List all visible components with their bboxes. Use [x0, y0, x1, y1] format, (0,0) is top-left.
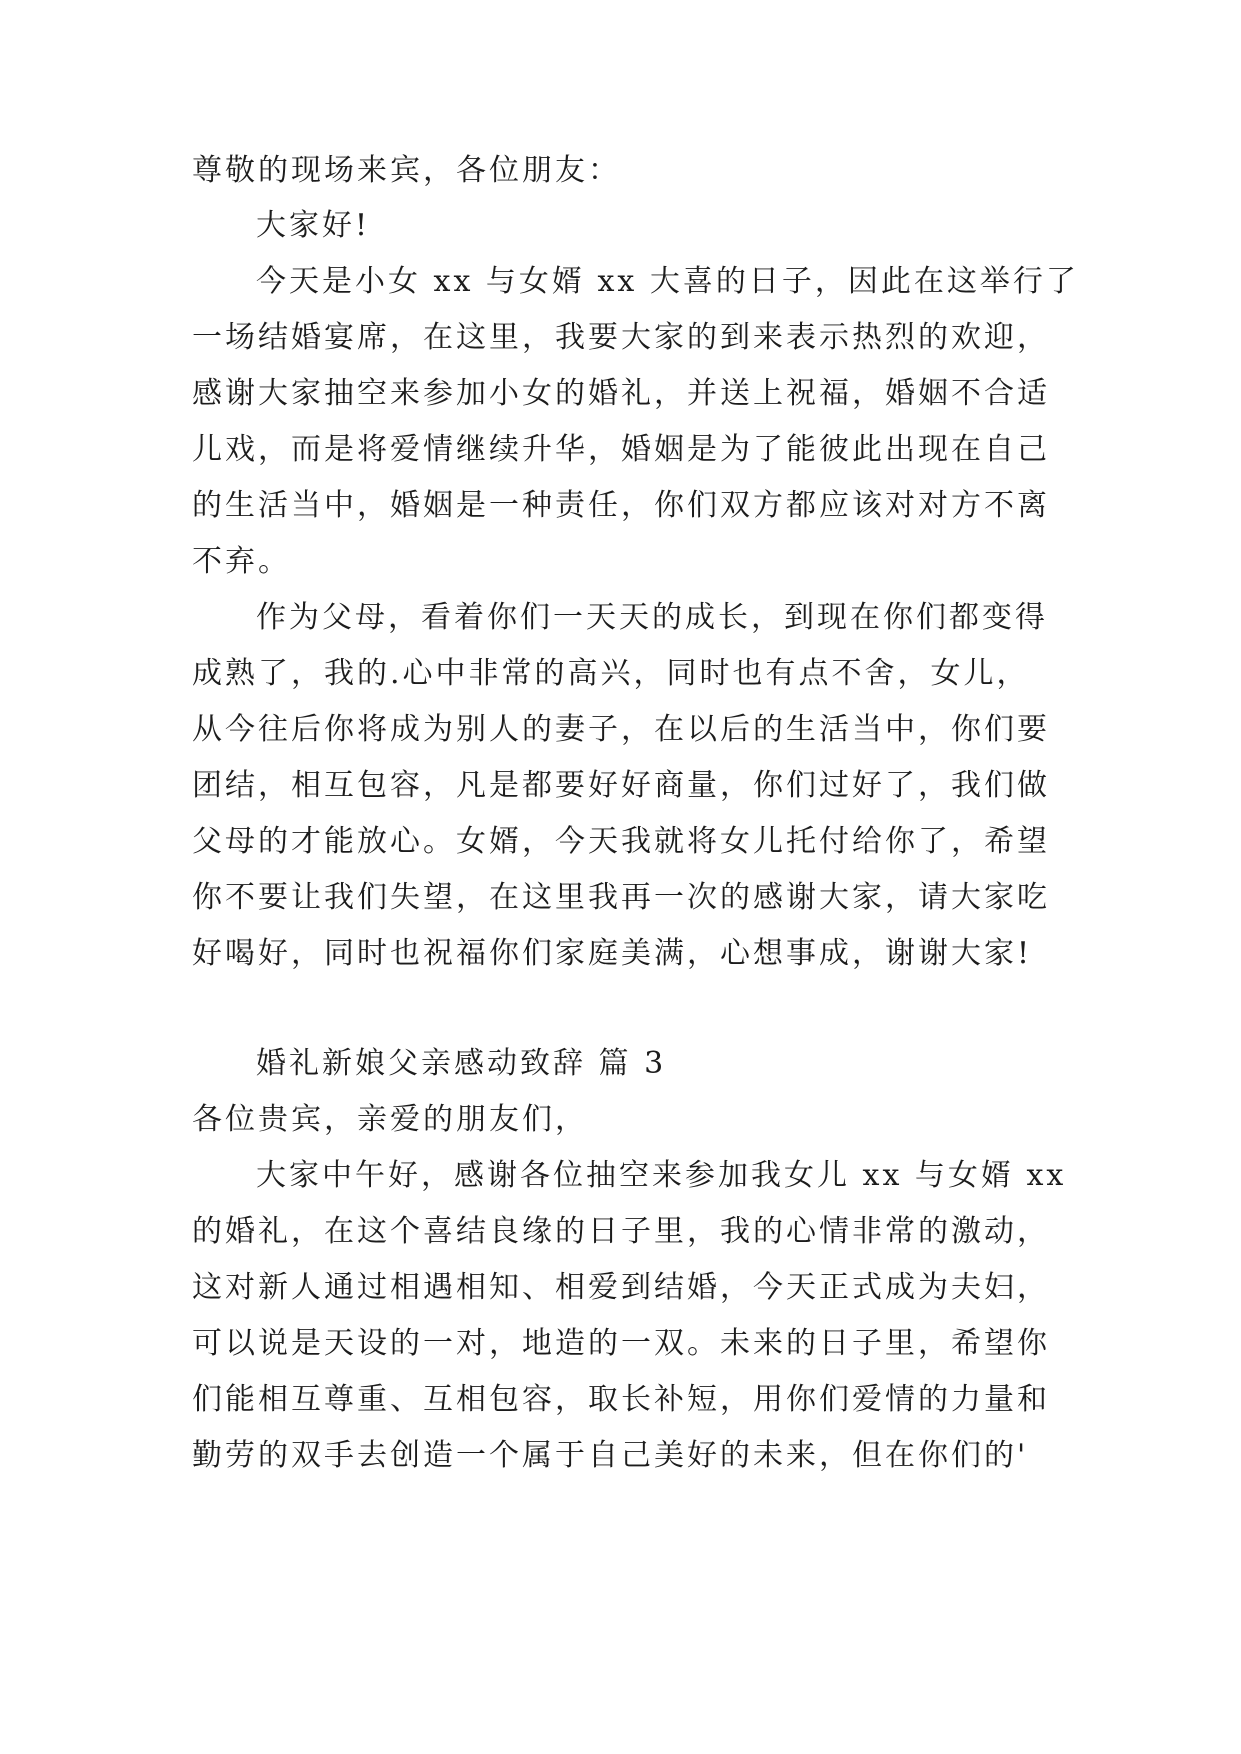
- paragraph-line: 感谢大家抽空来参加小女的婚礼，并送上祝福，婚姻不合适: [192, 376, 1050, 411]
- paragraph-line: 勤劳的双手去创造一个属于自己美好的未来，但在你们的': [192, 1438, 1029, 1473]
- paragraph-line: 你不要让我们失望，在这里我再一次的感谢大家，请大家吃: [192, 880, 1050, 915]
- paragraph-line: 团结，相互包容，凡是都要好好商量，你们过好了，我们做: [192, 768, 1050, 803]
- paragraph-line: 的生活当中，婚姻是一种责任，你们双方都应该对对方不离: [192, 488, 1050, 523]
- paragraph-line: 成熟了，我的.心中非常的高兴，同时也有点不舍，女儿，: [192, 656, 1030, 691]
- salutation-line: 各位贵宾，亲爱的朋友们，: [192, 1102, 588, 1137]
- paragraph-line: 儿戏，而是将爱情继续升华，婚姻是为了能彼此出现在自己: [192, 432, 1050, 467]
- paragraph-line: 从今往后你将成为别人的妻子，在以后的生活当中，你们要: [192, 712, 1050, 747]
- paragraph-line: 可以说是天设的一对，地造的一双。未来的日子里，希望你: [192, 1326, 1050, 1361]
- salutation-line: 尊敬的现场来宾，各位朋友：: [192, 153, 621, 188]
- paragraph-line: 作为父母，看着你们一天天的成长，到现在你们都变得: [256, 600, 1048, 635]
- paragraph-line: 父母的才能放心。女婿，今天我就将女儿托付给你了，希望: [192, 824, 1050, 859]
- paragraph-line: 这对新人通过相遇相知、相爱到结婚，今天正式成为夫妇，: [192, 1270, 1050, 1305]
- paragraph-line: 不弃。: [192, 544, 291, 579]
- paragraph-line: 好喝好，同时也祝福你们家庭美满，心想事成，谢谢大家!: [192, 936, 1033, 971]
- paragraph-line: 今天是小女 xx 与女婿 xx 大喜的日子，因此在这举行了: [256, 264, 1079, 299]
- section-heading: 婚礼新娘父亲感动致辞 篇 3: [256, 1046, 667, 1081]
- paragraph-line: 一场结婚宴席，在这里，我要大家的到来表示热烈的欢迎，: [192, 320, 1050, 355]
- paragraph-line: 们能相互尊重、互相包容，取长补短，用你们爱情的力量和: [192, 1382, 1050, 1417]
- greeting-line: 大家好!: [256, 208, 371, 243]
- paragraph-line: 的婚礼，在这个喜结良缘的日子里，我的心情非常的激动，: [192, 1214, 1050, 1249]
- paragraph-line: 大家中午好，感谢各位抽空来参加我女儿 xx 与女婿 xx: [256, 1158, 1067, 1193]
